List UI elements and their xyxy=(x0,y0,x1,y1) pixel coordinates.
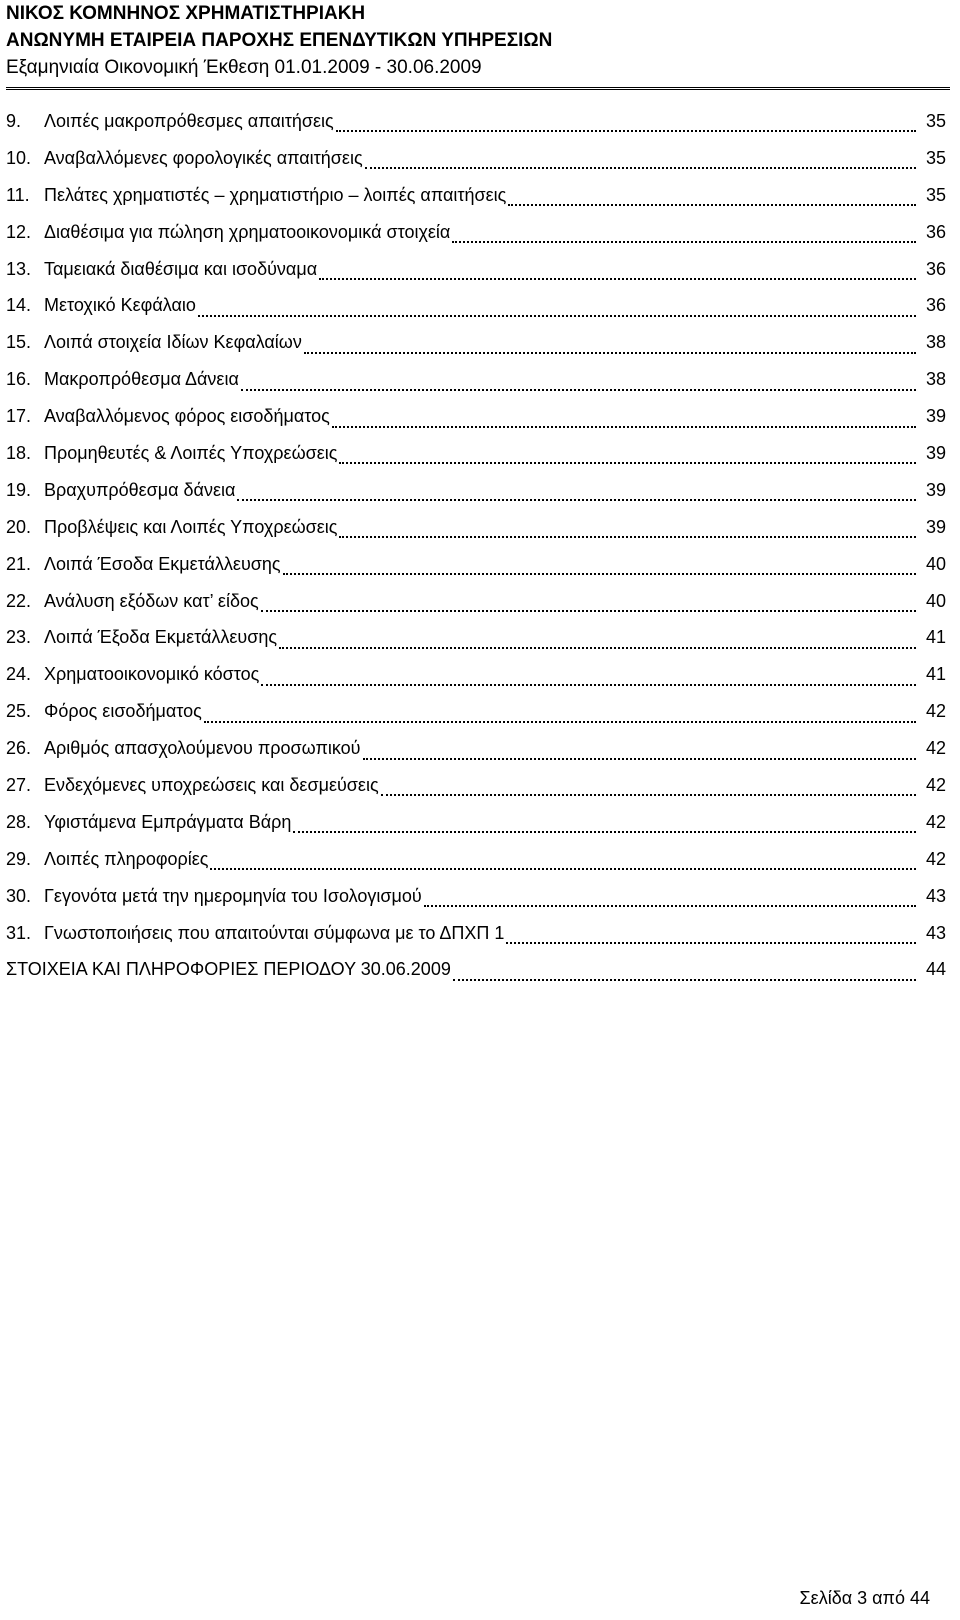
toc-entry[interactable] xyxy=(6,664,946,701)
toc-entry-page: 39 xyxy=(925,406,946,427)
toc-dot-leader xyxy=(424,905,916,907)
toc-entry[interactable] xyxy=(6,517,946,554)
toc-dot-leader xyxy=(241,389,916,391)
toc-entry-number: 18. xyxy=(6,443,32,464)
toc-entry-title: Ανάλυση εξόδων κατ’ είδος xyxy=(44,590,259,611)
toc-entry[interactable] xyxy=(6,111,946,148)
toc-entry-page: 40 xyxy=(925,590,946,611)
toc-dot-leader xyxy=(261,610,916,612)
toc-entry-title: Γνωστοποιήσεις που απαιτούνται σύμφωνα με το ΔΠΧΠ 1 xyxy=(44,922,505,943)
toc-entry[interactable] xyxy=(6,627,946,664)
toc-entry-page: 39 xyxy=(925,479,946,500)
toc-entry-title: Χρηματοοικονομικό κόστος xyxy=(44,664,260,685)
toc-entry[interactable] xyxy=(6,406,946,443)
toc-entry-title: ΣΤΟΙΧΕΙΑ ΚΑΙ ΠΛΗΡΟΦΟΡΙΕΣ ΠΕΡΙΟΔΟΥ 30.06.2009 xyxy=(6,959,451,980)
toc-entry-number: 21. xyxy=(6,553,32,574)
toc-dot-leader xyxy=(381,794,916,796)
document-header xyxy=(6,0,950,81)
toc-entry-page: 43 xyxy=(925,885,946,906)
toc-entry-page: 41 xyxy=(925,664,946,685)
toc-dot-leader xyxy=(452,241,916,243)
toc-entry-number: 23. xyxy=(6,627,32,648)
toc-entry-title: Γεγονότα μετά την ημερομηνία του Ισολογισμού xyxy=(44,885,422,906)
toc-entry[interactable] xyxy=(6,480,946,517)
toc-entry[interactable] xyxy=(6,443,946,480)
toc-entry-number: 11. xyxy=(6,184,30,205)
toc-entry-number: 26. xyxy=(6,738,32,759)
toc-entry-title: Λοιπές πληροφορίες xyxy=(44,848,209,869)
toc-entry-title: Προβλέψεις και Λοιπές Υποχρεώσεις xyxy=(44,516,338,537)
toc-dot-leader xyxy=(332,426,916,428)
toc-entry-page: 36 xyxy=(925,295,946,316)
toc-entry-title: Λοιπά Έξοδα Εκμετάλλευσης xyxy=(44,627,278,648)
toc-entry-number: 9. xyxy=(6,111,22,131)
toc-entry-page: 36 xyxy=(925,221,946,242)
toc-entry[interactable] xyxy=(6,849,946,886)
toc-entry[interactable] xyxy=(6,148,946,185)
table-of-contents xyxy=(6,111,946,996)
toc-entry[interactable] xyxy=(6,923,946,960)
header-divider xyxy=(6,87,950,90)
toc-entry-page: 42 xyxy=(925,848,946,869)
toc-entry[interactable] xyxy=(6,701,946,738)
toc-entry-number: 29. xyxy=(6,848,32,869)
toc-dot-leader xyxy=(319,278,916,280)
toc-entry-number: 20. xyxy=(6,516,32,537)
toc-entry-number: 25. xyxy=(6,701,32,722)
toc-dot-leader xyxy=(279,647,916,649)
toc-entry-number: 27. xyxy=(6,775,32,796)
toc-entry-page: 44 xyxy=(925,959,946,980)
toc-entry[interactable] xyxy=(6,812,946,849)
toc-dot-leader xyxy=(508,204,916,206)
toc-entry[interactable] xyxy=(6,259,946,296)
toc-entry-title: Λοιπά Έσοδα Εκμετάλλευσης xyxy=(44,553,281,574)
toc-entry-title: Φόρος εισοδήματος xyxy=(44,701,202,722)
toc-entry-number: 19. xyxy=(6,479,32,500)
toc-entry-title: Αναβαλλόμενες φορολογικές απαιτήσεις xyxy=(44,147,363,168)
toc-dot-leader xyxy=(365,167,916,169)
toc-entry[interactable] xyxy=(6,738,946,775)
toc-entry[interactable] xyxy=(6,591,946,628)
toc-entry-number: 14. xyxy=(6,295,32,316)
toc-entry-page: 38 xyxy=(925,369,946,390)
toc-dot-leader xyxy=(261,684,916,686)
toc-entry-title: Αριθμός απασχολούμενου προσωπικού xyxy=(44,738,361,759)
toc-entry-number: 13. xyxy=(6,258,32,279)
toc-entry-title: Υφιστάμενα Εμπράγματα Βάρη xyxy=(44,811,292,832)
toc-entry-number: 15. xyxy=(6,332,32,353)
toc-entry-number: 22. xyxy=(6,590,32,611)
toc-entry-number: 30. xyxy=(6,885,32,906)
toc-entry[interactable] xyxy=(6,332,946,369)
toc-dot-leader xyxy=(304,352,916,354)
toc-dot-leader xyxy=(339,536,916,538)
toc-entry[interactable] xyxy=(6,959,946,996)
toc-entry-page: 42 xyxy=(925,738,946,759)
toc-entry-number: 16. xyxy=(6,369,32,390)
toc-entry[interactable] xyxy=(6,222,946,259)
toc-entry[interactable] xyxy=(6,886,946,923)
toc-entry-page: 41 xyxy=(925,627,946,648)
toc-entry-title: Λοιπά στοιχεία Ιδίων Κεφαλαίων xyxy=(44,332,302,353)
toc-dot-leader xyxy=(210,868,916,870)
toc-entry-page: 39 xyxy=(925,516,946,537)
toc-entry-page: 42 xyxy=(925,811,946,832)
toc-entry-page: 35 xyxy=(925,147,946,168)
toc-entry-title: Βραχυπρόθεσμα δάνεια xyxy=(44,479,236,500)
toc-entry[interactable] xyxy=(6,554,946,591)
toc-dot-leader xyxy=(506,942,916,944)
toc-dot-leader xyxy=(293,831,916,833)
toc-entry-title: Ενδεχόμενες υποχρεώσεις και δεσμεύσεις xyxy=(44,775,379,796)
toc-entry-number: 31. xyxy=(6,922,32,943)
toc-entry-number: 10. xyxy=(6,147,32,168)
toc-entry-number: 24. xyxy=(6,664,32,685)
toc-entry-title: Πελάτες χρηματιστές – χρηματιστήριο – λοιπές απαιτήσεις xyxy=(44,184,507,205)
toc-dot-leader xyxy=(363,758,917,760)
toc-dot-leader xyxy=(283,573,916,575)
toc-entry-title: Ταμειακά διαθέσιμα και ισοδύναμα xyxy=(44,258,318,279)
toc-entry-title: Λοιπές μακροπρόθεσμες απαιτήσεις xyxy=(44,111,334,131)
report-title: Εξαμηνιαία Οικονομική Έκθεση 01.01.2009 - 30.06.2009 xyxy=(6,57,482,78)
toc-dot-leader xyxy=(237,499,916,501)
company-subtitle: ΑΝΩΝΥΜΗ ΕΤΑΙΡΕΙΑ ΠΑΡΟΧΗΣ ΕΠΕΝΔΥΤΙΚΩΝ ΥΠΗΡΕΣΙΩΝ xyxy=(6,30,553,51)
page-number: Σελίδα 3 από 44 xyxy=(799,1588,930,1608)
toc-entry-page: 42 xyxy=(925,701,946,722)
toc-dot-leader xyxy=(339,462,916,464)
toc-entry[interactable] xyxy=(6,775,946,812)
toc-dot-leader xyxy=(204,721,916,723)
toc-entry-page: 35 xyxy=(925,111,946,131)
toc-entry-title: Μετοχικό Κεφάλαιο xyxy=(44,295,196,316)
toc-entry-page: 42 xyxy=(925,775,946,796)
company-name: ΝΙΚΟΣ ΚΟΜΝΗΝΟΣ ΧΡΗΜΑΤΙΣΤΗΡΙΑΚΗ xyxy=(6,3,366,24)
toc-dot-leader xyxy=(336,130,916,132)
toc-entry-number: 12. xyxy=(6,221,32,242)
toc-dot-leader xyxy=(198,315,916,317)
toc-entry-number: 17. xyxy=(6,406,32,427)
toc-entry-page: 36 xyxy=(925,258,946,279)
toc-entry[interactable] xyxy=(6,185,946,222)
toc-entry-page: 35 xyxy=(925,184,946,205)
toc-entry-title: Αναβαλλόμενος φόρος εισοδήματος xyxy=(44,406,330,427)
toc-entry-title: Διαθέσιμα για πώληση χρηματοοικονομικά στοιχεία xyxy=(44,221,451,242)
toc-entry[interactable] xyxy=(6,295,946,332)
toc-entry-number: 28. xyxy=(6,811,32,832)
toc-entry-page: 43 xyxy=(925,922,946,943)
toc-entry-page: 39 xyxy=(925,443,946,464)
toc-entry-page: 40 xyxy=(925,553,946,574)
toc-entry-title: Προμηθευτές & Λοιπές Υποχρεώσεις xyxy=(44,443,338,464)
toc-dot-leader xyxy=(453,979,916,981)
toc-entry-title: Μακροπρόθεσμα Δάνεια xyxy=(44,369,239,390)
toc-entry-page: 38 xyxy=(925,332,946,353)
toc-entry[interactable] xyxy=(6,369,946,406)
